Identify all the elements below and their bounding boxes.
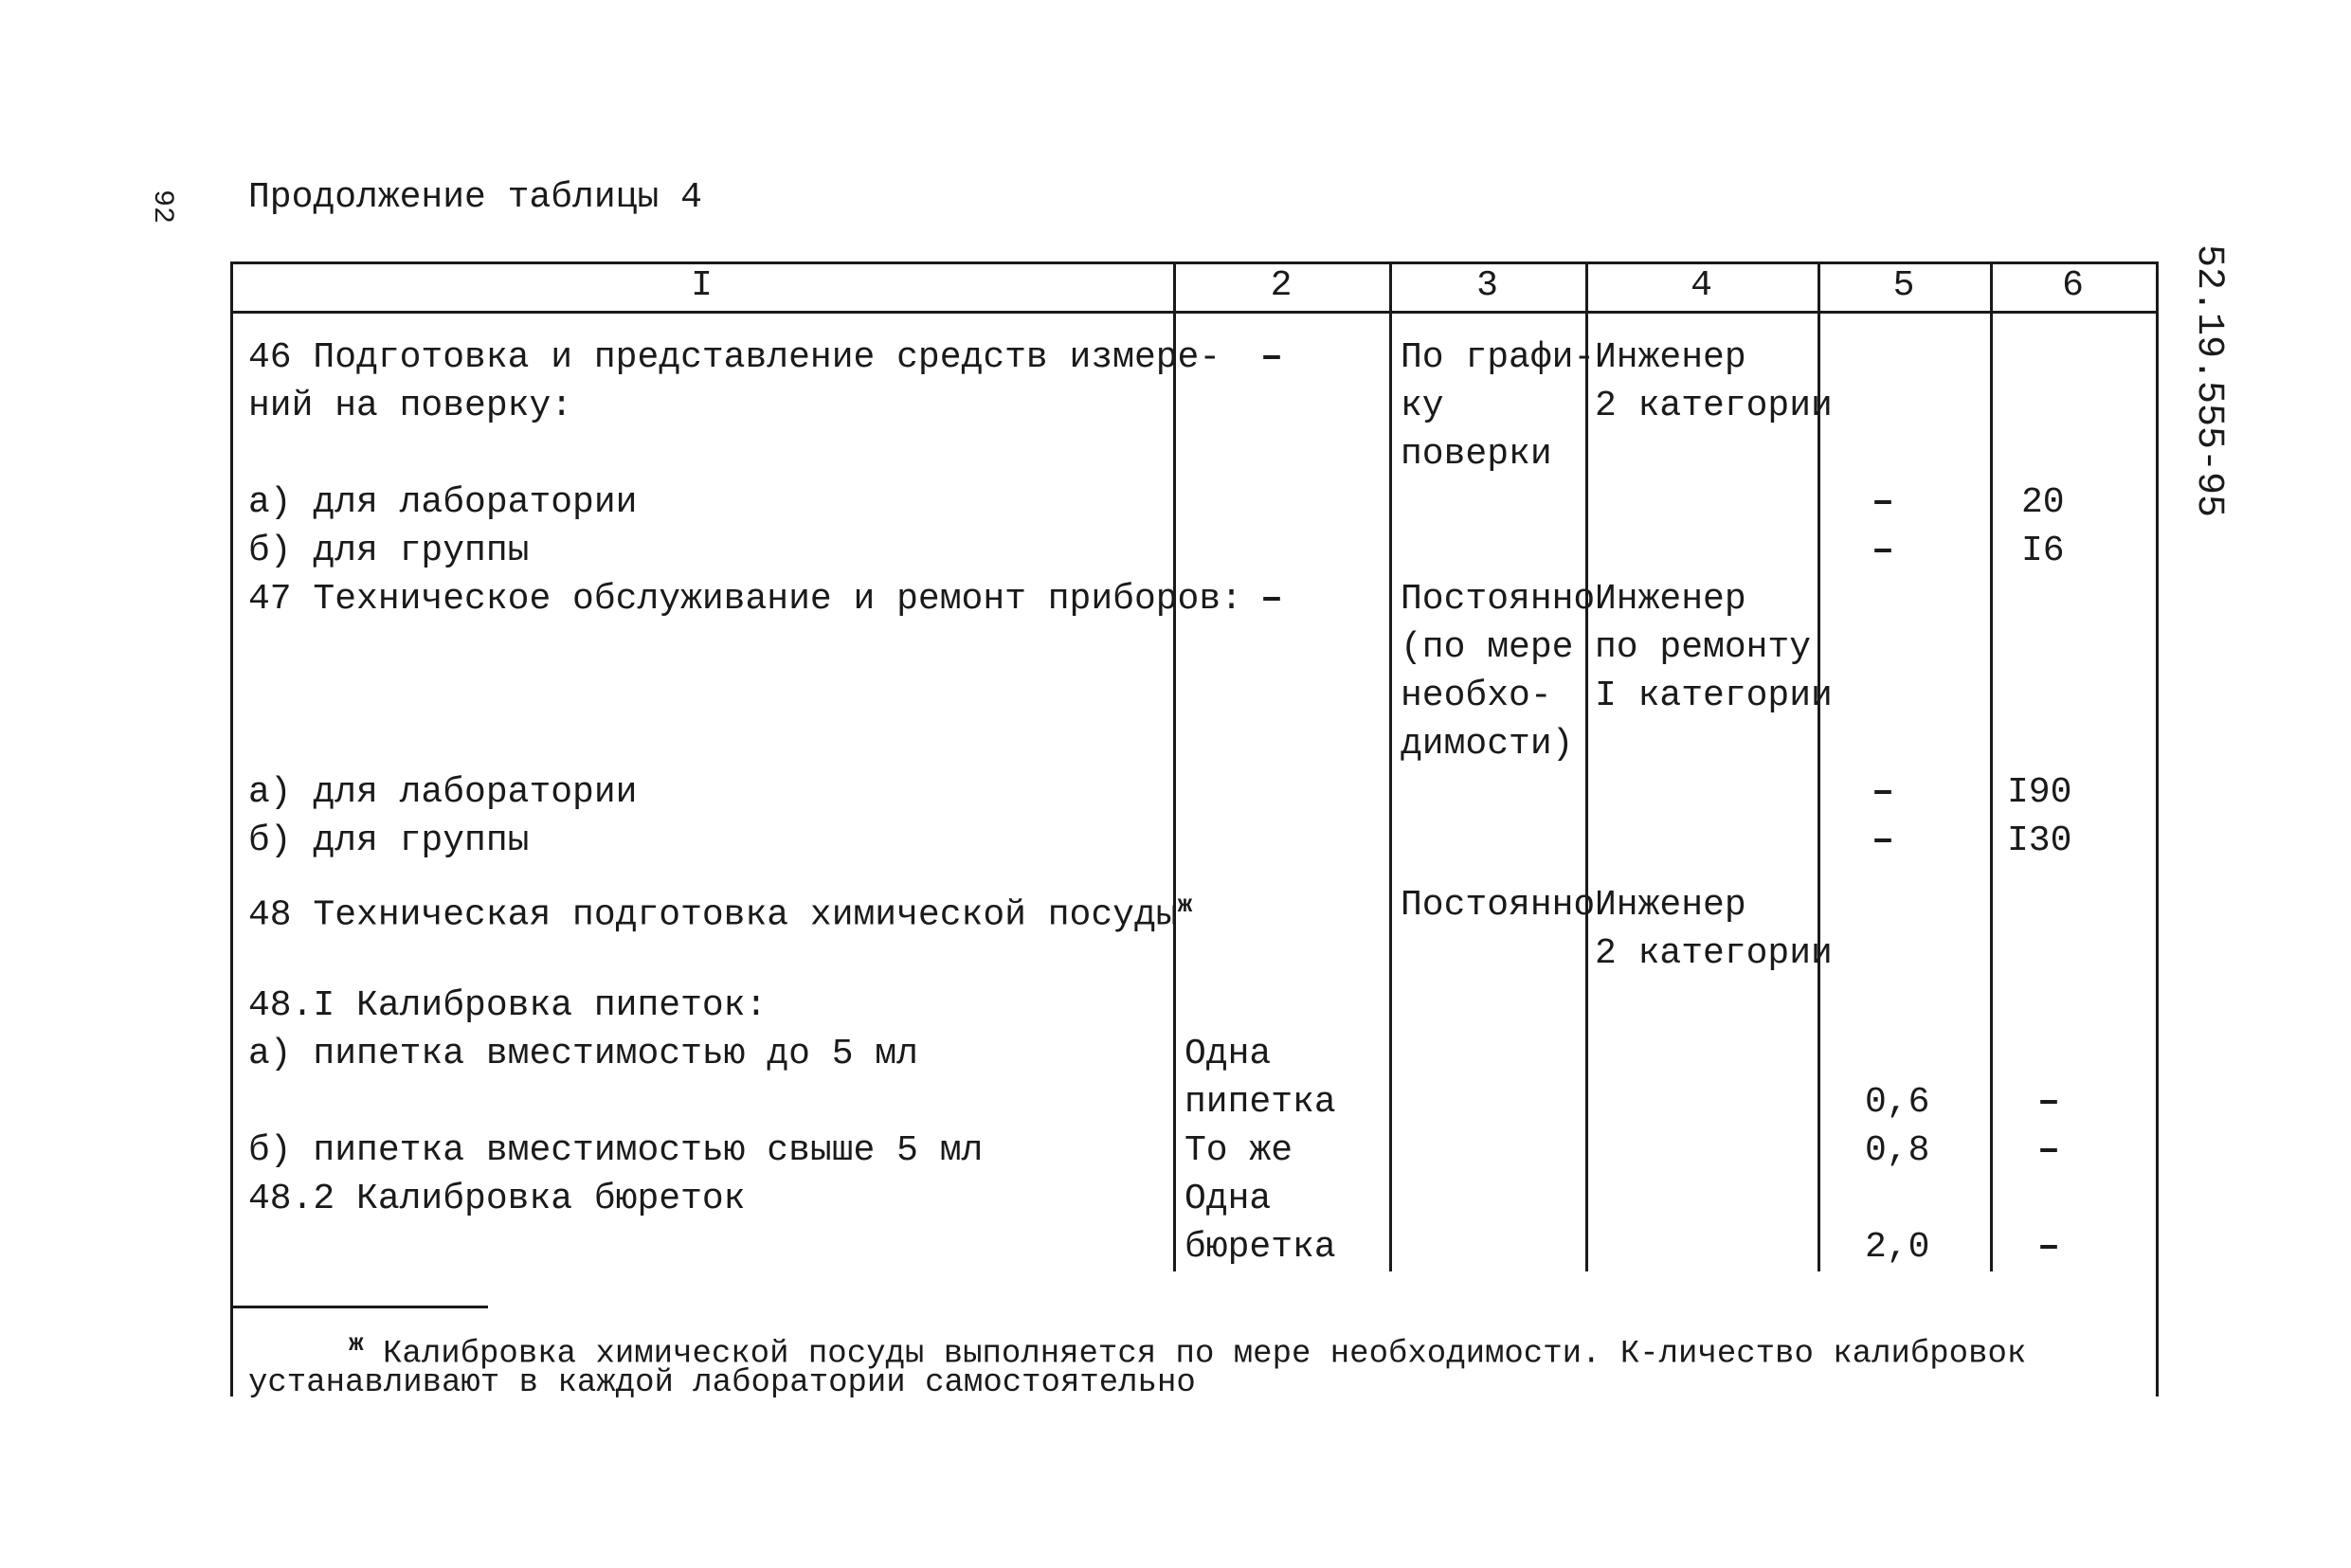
row-text: 48.I Калибровка пипеток:	[248, 985, 768, 1026]
footnote-marker: ж	[1177, 891, 1193, 919]
column-divider-3	[1585, 261, 1588, 1271]
unit-text: Одна	[1185, 1179, 1272, 1219]
performer-text: Инженер	[1595, 337, 1746, 378]
table-caption: Продолжение таблицы 4	[248, 177, 702, 218]
header-col-3: 3	[1476, 265, 1498, 306]
header-col-5: 5	[1892, 265, 1915, 306]
header-col-6: 6	[2062, 265, 2084, 306]
norm-value: I30	[2007, 820, 2072, 861]
header-col-2: 2	[1270, 265, 1293, 306]
performer-text: Инженер	[1595, 885, 1746, 926]
schedule-text: (по мере	[1401, 627, 1574, 668]
column-divider-2	[1389, 261, 1392, 1271]
row-text: 48.2 Калибровка бюреток	[248, 1179, 746, 1219]
dash-mark: –	[1260, 336, 1284, 379]
unit-text: бюретка	[1185, 1227, 1336, 1268]
row-text: б) для группы	[248, 820, 530, 861]
schedule-text: По графи-	[1401, 337, 1596, 378]
norm-value: I90	[2007, 772, 2072, 813]
column-divider-5	[1990, 261, 1993, 1271]
table-top-border	[230, 261, 2158, 264]
row-text: а) пипетка вместимостью до 5 мл	[248, 1034, 918, 1074]
table-right-border	[2156, 261, 2159, 1397]
schedule-text: ку	[1401, 386, 1444, 426]
footnote-line-2: устанавливают в каждой лаборатории самостоятельно	[248, 1365, 1196, 1401]
performer-text: I категории	[1595, 676, 1833, 716]
dash-mark: –	[2037, 1226, 2061, 1269]
norm-value: I6	[2021, 531, 2065, 571]
performer-text: 2 категории	[1595, 386, 1833, 426]
dash-mark: –	[1872, 820, 1895, 862]
unit-text: То же	[1185, 1130, 1293, 1171]
header-col-4: 4	[1691, 265, 1712, 306]
time-norm-value: 0,6	[1865, 1082, 1930, 1123]
time-norm-value: 2,0	[1865, 1227, 1930, 1268]
unit-text: Одна	[1185, 1034, 1272, 1074]
row-text: а) для лаборатории	[248, 772, 638, 813]
dash-mark: –	[1260, 578, 1284, 621]
schedule-text: необхо-	[1401, 676, 1552, 716]
header-bottom-border	[230, 311, 2158, 314]
performer-text: Инженер	[1595, 579, 1746, 620]
footnote-marker: ж	[349, 1329, 364, 1358]
schedule-text: поверки	[1401, 434, 1552, 475]
row-text: а) для лаборатории	[248, 482, 638, 523]
row-text: ний на поверку:	[248, 386, 573, 426]
footnote-separator	[230, 1306, 488, 1308]
dash-mark: –	[2037, 1129, 2061, 1172]
document-code: 52.19.555-95	[2187, 244, 2230, 518]
row-text: б) пипетка вместимостью свыше 5 мл	[248, 1130, 984, 1171]
row-text: 48 Техническая подготовка химической посуды$^ж$	[248, 891, 1193, 936]
schedule-text: Постоянно	[1401, 579, 1596, 620]
unit-text: пипетка	[1185, 1082, 1336, 1123]
schedule-text: Постоянно	[1401, 885, 1596, 926]
dash-mark: –	[1872, 771, 1895, 814]
column-divider-1	[1173, 261, 1176, 1271]
schedule-text: димости)	[1401, 724, 1574, 765]
row-text: 46 Подготовка и представление средств измере-	[248, 337, 1221, 378]
header-col-1: I	[691, 265, 713, 306]
dash-mark: –	[1872, 481, 1895, 524]
row-text: 47 Техническое обслуживание и ремонт приборов:	[248, 579, 1242, 620]
performer-text: 2 категории	[1595, 933, 1833, 974]
dash-mark: –	[1872, 530, 1895, 572]
norm-value: 20	[2021, 482, 2065, 523]
time-norm-value: 0,8	[1865, 1130, 1930, 1171]
dash-mark: –	[2037, 1081, 2061, 1124]
page-number: 92	[146, 189, 178, 225]
row-text: б) для группы	[248, 531, 530, 571]
footnote-line-1: $^ж$ Калибровка химической посуды выполняется по мере необходимости. К-личество калибровок	[349, 1329, 2027, 1373]
table-left-border	[230, 261, 233, 1397]
performer-text: по ремонту	[1595, 627, 1812, 668]
